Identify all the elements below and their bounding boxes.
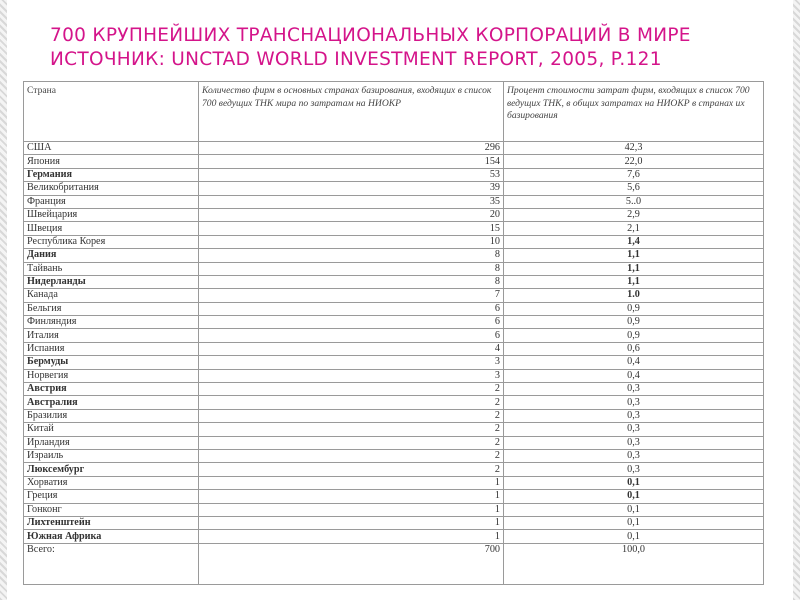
- header-country: Страна: [24, 82, 199, 142]
- table-row: [24, 302, 764, 315]
- table-row: [24, 423, 764, 436]
- country-cell: Испания: [24, 342, 199, 355]
- firms-cell: 20: [199, 208, 504, 221]
- country-cell: Нидерланды: [24, 275, 199, 288]
- percent-cell: 5..0: [504, 195, 764, 208]
- country-cell: Япония: [24, 155, 199, 168]
- country-cell: Великобритания: [24, 182, 199, 195]
- country-cell: Дания: [24, 249, 199, 262]
- firms-cell: 1: [199, 476, 504, 489]
- country-cell: Израиль: [24, 449, 199, 462]
- percent-cell: 1,4: [504, 235, 764, 248]
- firms-cell: 39: [199, 182, 504, 195]
- table-row: [24, 490, 764, 503]
- table-row: [24, 516, 764, 529]
- percent-cell: 1,1: [504, 249, 764, 262]
- firms-cell: 1: [199, 490, 504, 503]
- total-firms-cell: 700: [199, 543, 504, 584]
- table-row: [24, 316, 764, 329]
- title-line-1: 700 КРУПНЕЙШИХ ТРАНСНАЦИОНАЛЬНЫХ КОРПОРАЦИЙ В МИРЕ: [50, 25, 691, 46]
- total-label-cell: Всего:: [24, 543, 199, 584]
- table-row: [24, 222, 764, 235]
- country-cell: Бермуды: [24, 356, 199, 369]
- firms-cell: 1: [199, 516, 504, 529]
- table-row: [24, 409, 764, 422]
- table-row: [24, 476, 764, 489]
- firms-cell: 2: [199, 463, 504, 476]
- percent-cell: 0,4: [504, 356, 764, 369]
- right-decorative-stripe: [793, 0, 800, 600]
- table-header-row: [24, 82, 764, 142]
- percent-cell: 0,3: [504, 423, 764, 436]
- country-cell: Ирландия: [24, 436, 199, 449]
- country-cell: Бразилия: [24, 409, 199, 422]
- country-cell: Австрия: [24, 383, 199, 396]
- firms-cell: 15: [199, 222, 504, 235]
- firms-cell: 3: [199, 369, 504, 382]
- firms-cell: 2: [199, 423, 504, 436]
- table-row: [24, 530, 764, 543]
- header-firms: Количество фирм в основных странах базирования, входящих в список 700 ведущих ТНК мира по затратам на НИОКР: [199, 82, 504, 142]
- firms-cell: 1: [199, 530, 504, 543]
- country-cell: Бельгия: [24, 302, 199, 315]
- country-cell: США: [24, 142, 199, 155]
- country-cell: Швеция: [24, 222, 199, 235]
- percent-cell: 0,3: [504, 409, 764, 422]
- percent-cell: 0,1: [504, 530, 764, 543]
- country-cell: Гонконг: [24, 503, 199, 516]
- table-row: [24, 369, 764, 382]
- table-row: [24, 235, 764, 248]
- country-cell: Австралия: [24, 396, 199, 409]
- table-row: [24, 342, 764, 355]
- table-row: [24, 262, 764, 275]
- table-row: [24, 155, 764, 168]
- percent-cell: 1,1: [504, 275, 764, 288]
- header-percent: Процент стоимости затрат фирм, входящих в список 700 ведущих ТНК, в общих затратах на НИОКР в странах их базирования: [504, 82, 764, 142]
- firms-cell: 6: [199, 302, 504, 315]
- table-row: [24, 396, 764, 409]
- percent-cell: 0,9: [504, 302, 764, 315]
- firms-cell: 8: [199, 275, 504, 288]
- tnc-table: [23, 81, 764, 585]
- country-cell: Германия: [24, 168, 199, 181]
- firms-cell: 154: [199, 155, 504, 168]
- percent-cell: 0,3: [504, 463, 764, 476]
- firms-cell: 1: [199, 503, 504, 516]
- table-row: [24, 142, 764, 155]
- table-row: [24, 383, 764, 396]
- country-cell: Хорватия: [24, 476, 199, 489]
- percent-cell: 0,9: [504, 316, 764, 329]
- table-row: [24, 449, 764, 462]
- firms-cell: 10: [199, 235, 504, 248]
- table-row: [24, 208, 764, 221]
- percent-cell: 5,6: [504, 182, 764, 195]
- percent-cell: 7,6: [504, 168, 764, 181]
- percent-cell: 0,3: [504, 383, 764, 396]
- firms-cell: 2: [199, 396, 504, 409]
- table-row: [24, 463, 764, 476]
- country-cell: Италия: [24, 329, 199, 342]
- country-cell: Франция: [24, 195, 199, 208]
- percent-cell: 0,6: [504, 342, 764, 355]
- total-percent-cell: 100,0: [504, 543, 764, 584]
- country-cell: Норвегия: [24, 369, 199, 382]
- percent-cell: 0,1: [504, 490, 764, 503]
- percent-cell: 0,4: [504, 369, 764, 382]
- firms-cell: 8: [199, 249, 504, 262]
- country-cell: Южная Африка: [24, 530, 199, 543]
- firms-cell: 6: [199, 329, 504, 342]
- percent-cell: 0,1: [504, 476, 764, 489]
- percent-cell: 2,9: [504, 208, 764, 221]
- table-row: [24, 436, 764, 449]
- percent-cell: 1.0: [504, 289, 764, 302]
- table-row: [24, 168, 764, 181]
- country-cell: Люксембург: [24, 463, 199, 476]
- percent-cell: 0,3: [504, 449, 764, 462]
- country-cell: Канада: [24, 289, 199, 302]
- percent-cell: 0,3: [504, 436, 764, 449]
- percent-cell: 1,1: [504, 262, 764, 275]
- percent-cell: 0,1: [504, 503, 764, 516]
- country-cell: Финляндия: [24, 316, 199, 329]
- table-row: [24, 195, 764, 208]
- percent-cell: 2,1: [504, 222, 764, 235]
- firms-cell: 2: [199, 409, 504, 422]
- firms-cell: 8: [199, 262, 504, 275]
- firms-cell: 2: [199, 436, 504, 449]
- table-row: [24, 503, 764, 516]
- table-row: [24, 289, 764, 302]
- country-cell: Швейцария: [24, 208, 199, 221]
- firms-cell: 2: [199, 449, 504, 462]
- percent-cell: 0,3: [504, 396, 764, 409]
- percent-cell: 0,9: [504, 329, 764, 342]
- firms-cell: 4: [199, 342, 504, 355]
- percent-cell: 42,3: [504, 142, 764, 155]
- percent-cell: 0,1: [504, 516, 764, 529]
- table-row: [24, 329, 764, 342]
- firms-cell: 35: [199, 195, 504, 208]
- country-cell: Тайвань: [24, 262, 199, 275]
- table-total-row: [24, 543, 764, 584]
- table-row: [24, 182, 764, 195]
- firms-cell: 296: [199, 142, 504, 155]
- slide-title: [50, 24, 770, 72]
- country-cell: Греция: [24, 490, 199, 503]
- table-row: [24, 356, 764, 369]
- country-cell: Республика Корея: [24, 235, 199, 248]
- firms-cell: 2: [199, 383, 504, 396]
- firms-cell: 53: [199, 168, 504, 181]
- firms-cell: 6: [199, 316, 504, 329]
- table-body: [24, 142, 764, 585]
- title-line-2: ИСТОЧНИК: UNCTAD WORLD INVESTMENT REPORT, 2005, P.121: [50, 49, 662, 70]
- left-decorative-stripe: [0, 0, 7, 600]
- percent-cell: 22,0: [504, 155, 764, 168]
- table-row: [24, 275, 764, 288]
- table-row: [24, 249, 764, 262]
- country-cell: Китай: [24, 423, 199, 436]
- country-cell: Лихтенштейн: [24, 516, 199, 529]
- firms-cell: 7: [199, 289, 504, 302]
- firms-cell: 3: [199, 356, 504, 369]
